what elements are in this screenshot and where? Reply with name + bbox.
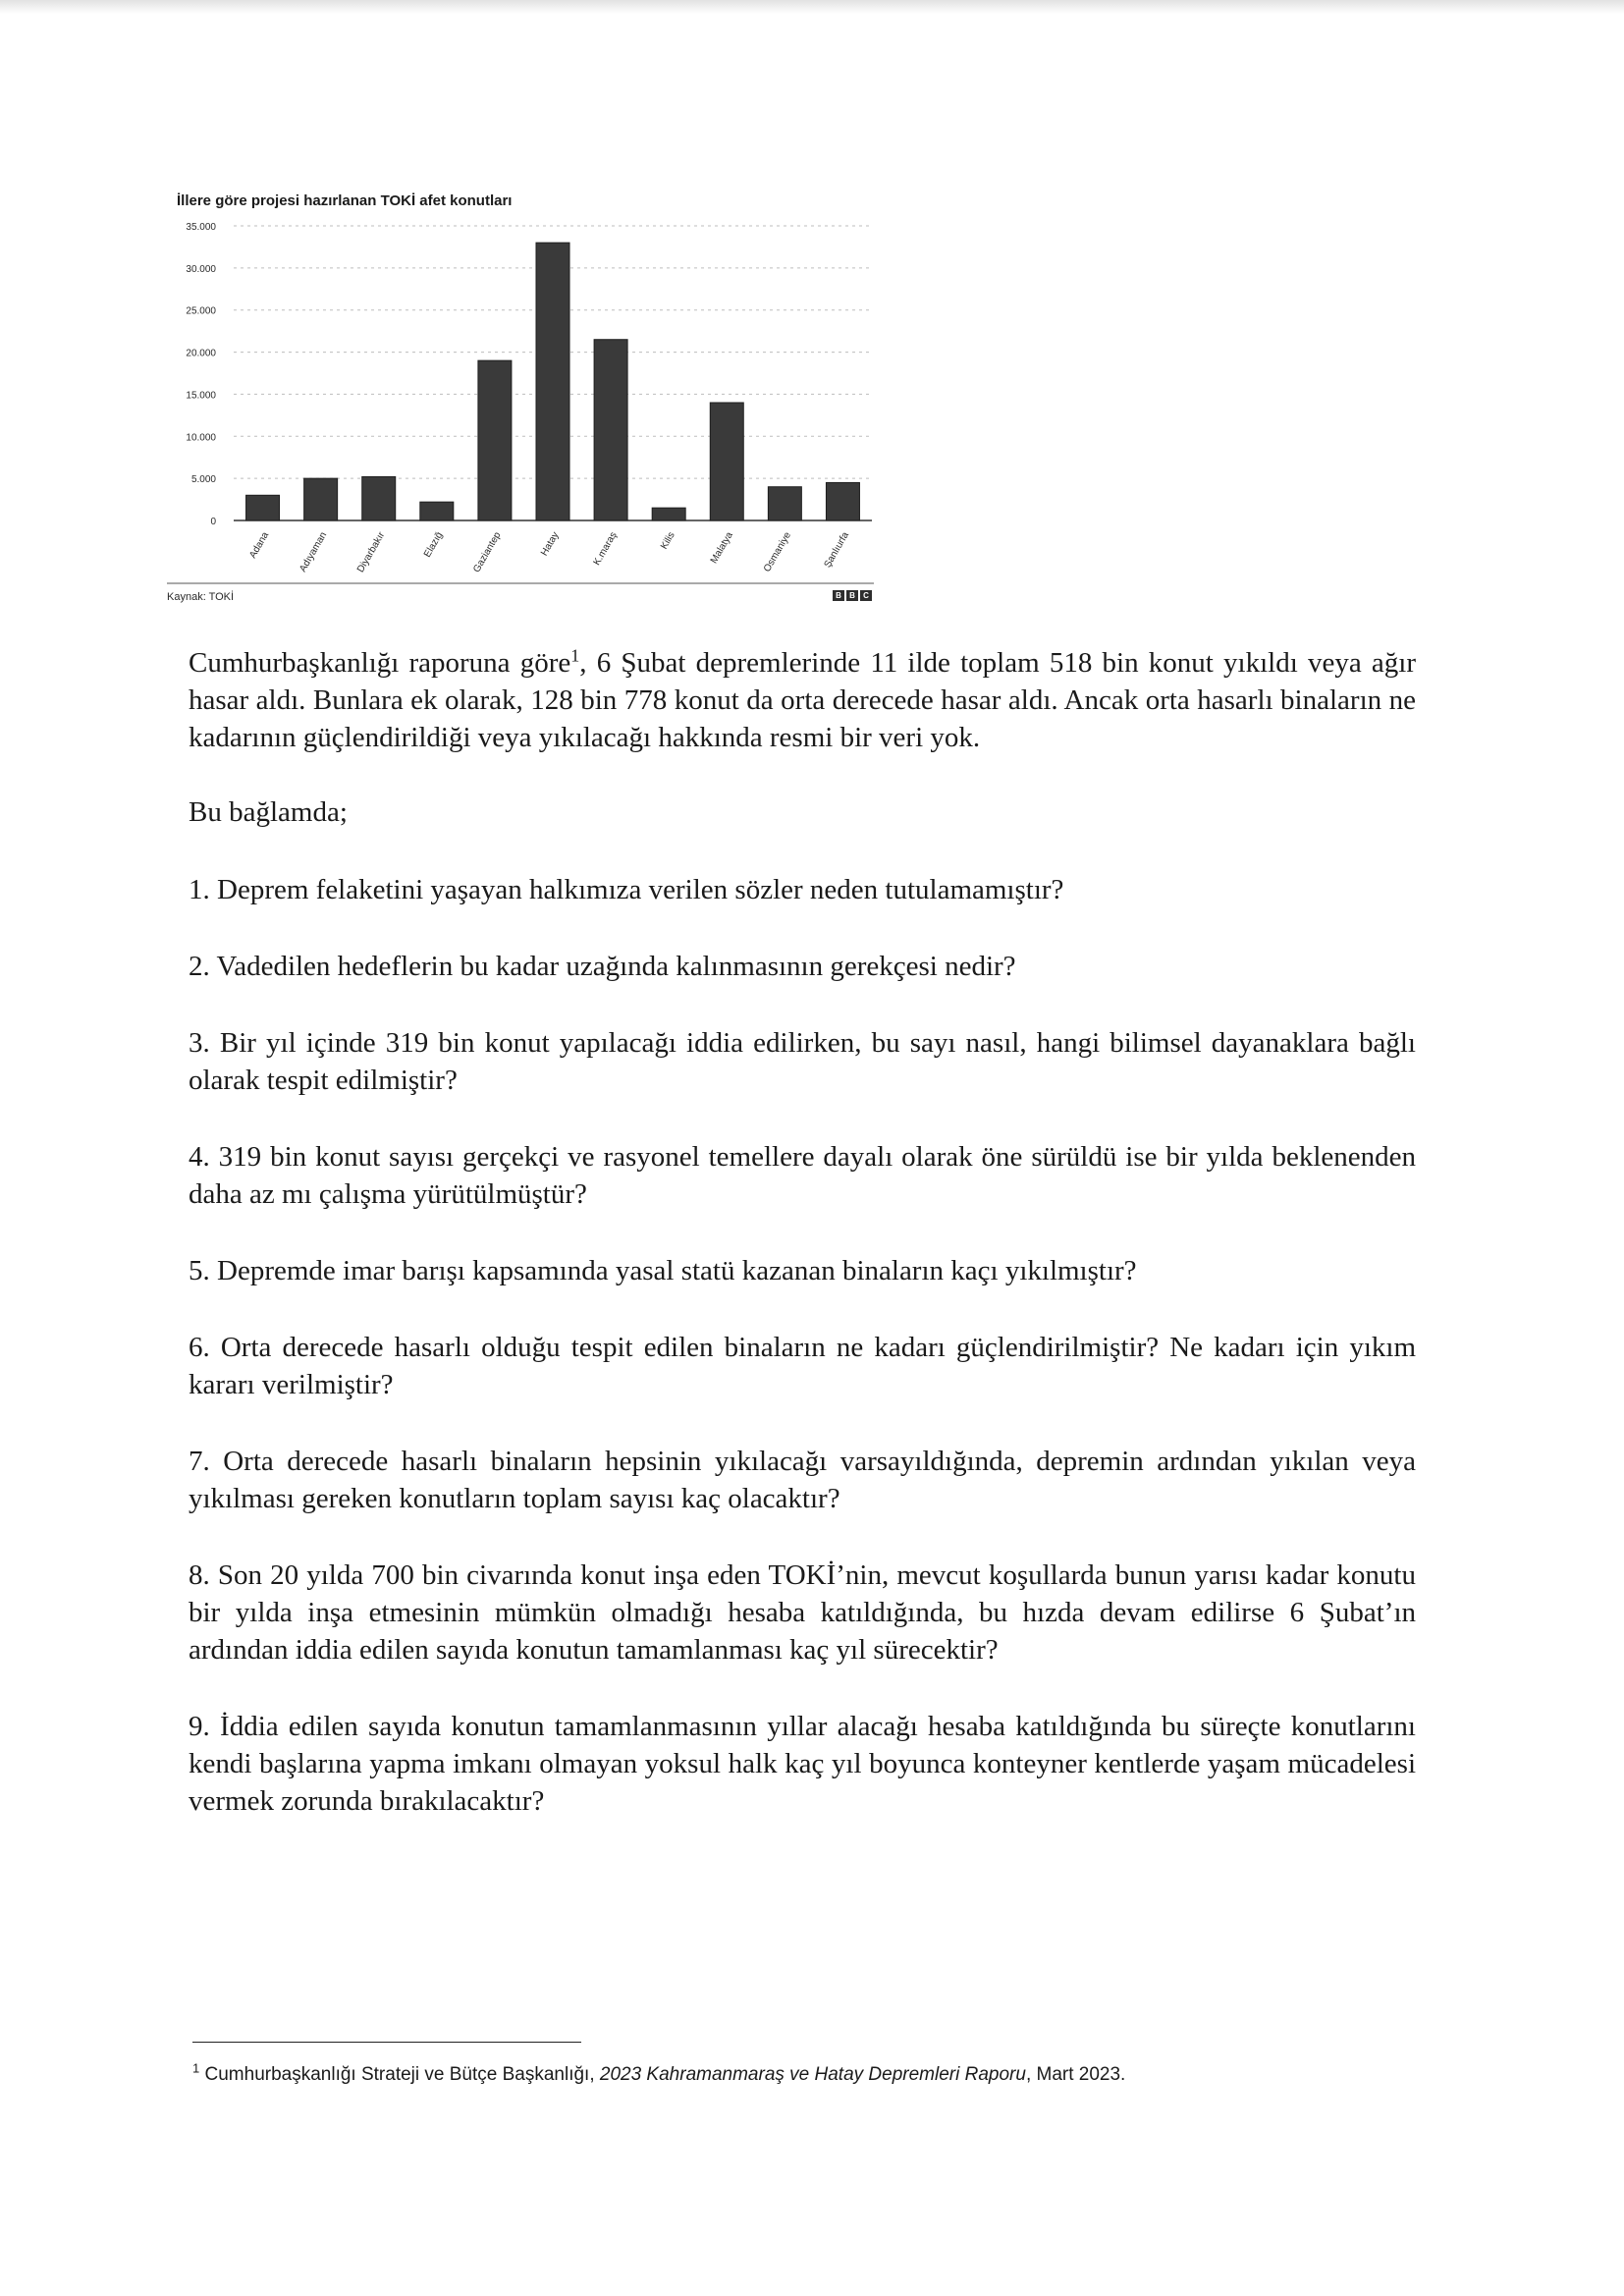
question-item: 3. Bir yıl içinde 319 bin konut yapılacağı iddia edilirken, bu sayı nasıl, hangi bilimsel dayanaklara bağlı olarak tespit edilmiştir?: [189, 1027, 1416, 1096]
x-tick-label: K.maraş: [591, 530, 620, 568]
x-tick-label: Gaziantep: [471, 530, 504, 574]
chart-source: Kaynak: TOKİ: [167, 591, 235, 603]
x-tick-label: Adana: [247, 530, 272, 561]
bar: [304, 478, 338, 520]
bar: [420, 502, 454, 520]
logo-letter: B: [833, 590, 844, 601]
bar: [246, 495, 280, 520]
y-tick-label: 15.000: [186, 390, 216, 402]
y-tick-label: 20.000: [186, 348, 216, 359]
x-tick-label: Diyarbakır: [355, 530, 388, 574]
lead-line: Bu bağlamda;: [189, 796, 348, 828]
x-tick-label: Elazığ: [421, 530, 446, 560]
question-item: 9. İddia edilen sayıda konutun tamamlanmasının yıllar alacağı hesaba katıldığında bu süreçte konutlarını kendi başlarına yapma imkanı olmayan yoksul halk kaç yıl boyunca konteyner kentlerde yaşam mücadelesi vermek zorunda bırakılacaktır?: [189, 1711, 1416, 1817]
y-tick-label: 35.000: [186, 222, 216, 233]
scan-edge: [0, 0, 1624, 14]
bbc-logo: [833, 590, 872, 601]
bar: [710, 403, 743, 520]
footnote-reference: 1: [570, 645, 580, 666]
x-tick-label: Hatay: [539, 530, 562, 559]
question-item: 6. Orta derecede hasarlı olduğu tespit edilen binaların ne kadarı güçlendirilmiştir? Ne kadarı için yıkım kararı verilmiştir?: [189, 1332, 1416, 1400]
logo-letter: C: [860, 590, 872, 601]
bar: [768, 487, 801, 520]
question-item: 7. Orta derecede hasarlı binaların hepsinin yıkılacağı varsayıldığında, depremin ardından yıkılan veya yıkılması gereken konutların toplam sayısı kaç olacaktır?: [189, 1446, 1416, 1514]
x-tick-label: Malatya: [708, 530, 735, 566]
intro-text-start: Cumhurbaşkanlığı raporuna göre: [189, 647, 571, 679]
footnote-divider: [192, 2042, 581, 2043]
y-tick-label: 10.000: [186, 432, 216, 444]
question-item: 5. Depremde imar barışı kapsamında yasal statü kazanan binaların kaçı yıkılmıştır?: [189, 1255, 1137, 1286]
x-tick-label: Kilis: [659, 530, 677, 552]
y-tick-label: 0: [210, 517, 216, 527]
footnote-report-title: 2023 Kahramanmaraş ve Hatay Depremleri Raporu: [599, 2064, 1026, 2085]
bar-chart-figure: [167, 187, 874, 609]
y-tick-label: 25.000: [186, 305, 216, 317]
x-tick-label: Adıyaman: [298, 530, 330, 574]
x-tick-label: Şanlıurfa: [822, 530, 852, 571]
footnote: [192, 2060, 1420, 2086]
question-item: 1. Deprem felaketini yaşayan halkımıza verilen sözler neden tutulamamıştır?: [189, 874, 1064, 905]
question-item: 4. 319 bin konut sayısı gerçekçi ve rasyonel temellere dayalı olarak öne sürüldü ise bir yılda beklenenden daha az mı çalışma yürütülmüştür?: [189, 1141, 1416, 1210]
footnote-marker: 1: [192, 2060, 200, 2076]
bar: [362, 476, 396, 520]
question-item: 2. Vadedilen hedeflerin bu kadar uzağında kalınmasının gerekçesi nedir?: [189, 951, 1016, 982]
intro-paragraph: [189, 644, 1416, 756]
footnote-date: , Mart 2023.: [1025, 2064, 1126, 2085]
document-body: [189, 644, 1416, 1859]
y-tick-label: 5.000: [190, 474, 216, 486]
bar: [536, 243, 569, 520]
chart-plot: [167, 187, 874, 589]
y-tick-label: 30.000: [186, 263, 216, 275]
x-tick-label: Osmaniye: [761, 530, 793, 574]
logo-letter: B: [846, 590, 858, 601]
question-item: 8. Son 20 yılda 700 bin civarında konut inşa eden TOKİ’nin, mevcut koşullarda bunun yarısı kadar konutu bir yılda inşa etmesinin mümkün olmadığı hesaba katıldığında, bu hızda devam edilirse 6 Şubat’ın ardından iddia edilen sayıda konutun tamamlanması kaç yıl sürecektir?: [189, 1559, 1416, 1666]
intro-text-end: , 6 Şubat depremlerinde 11 ilde toplam 518 bin konut yıkıldı veya ağır hasar aldı. Bunlara ek olarak, 128 bin 778 konut da orta derecede hasar aldı. Ancak orta hasarlı binaların ne kadarının güçlendirildiği veya yıkılacağı hakkında resmi bir veri yok.: [189, 647, 1417, 753]
bar: [826, 482, 859, 520]
chart-title: İllere göre projesi hazırlanan TOKİ afet konutları: [177, 192, 513, 209]
bar: [652, 508, 685, 520]
bar: [594, 340, 627, 520]
bar: [478, 360, 512, 520]
footnote-text: Cumhurbaşkanlığı Strateji ve Bütçe Başkanlığı,: [204, 2064, 600, 2085]
